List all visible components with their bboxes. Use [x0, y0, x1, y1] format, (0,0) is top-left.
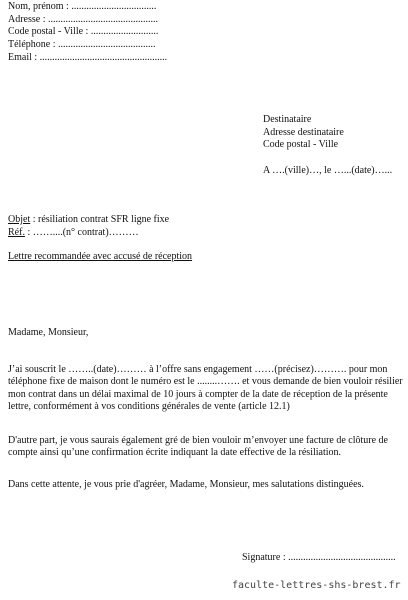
sender-email-field: Email : ...................................................	[8, 51, 168, 63]
reference-label: Réf.	[8, 227, 25, 238]
paragraph-request: J’ai souscrit le ……..(date)……… à l’offre sans engagement ……(précisez)………. pour mon téléphone fixe de maison dont le numéro est le ........……. et vous demande de bien vouloir résilier mon contrat dans un délai maximal de 10 jours à compter de la date de réception de la présente lettre, conformément à vos conditions générales de vente (article 12.1)	[8, 364, 403, 413]
sender-block	[8, 1, 167, 65]
reference-line	[8, 227, 139, 239]
registered-mail-notice: Lettre recommandée avec accusé de réception	[8, 251, 193, 262]
recipient-block	[263, 114, 344, 152]
subject-label: Objet	[8, 214, 31, 225]
recipient-postal: Code postal - Ville	[263, 139, 339, 151]
signature-line: Signature : ...........................................	[242, 552, 396, 563]
subject-text: : résiliation contrat SFR ligne fixe	[30, 214, 170, 225]
sender-phone-field: Téléphone : .......................................	[8, 39, 156, 51]
source-watermark: faculte-lettres-shs-brest.fr	[232, 580, 401, 591]
salutation: Madame, Monsieur,	[8, 327, 89, 338]
sender-address-field: Adresse : ............................................	[8, 13, 158, 25]
paragraph-closing-invoice: D'autre part, je vous saurais également gré de bien vouloir m’envoyer une facture de clôture de compte ainsi qu’une confirmation écrite indiquant la date effective de la résiliation.	[8, 435, 388, 459]
sender-name-field: Nom, prénom : ..................................	[8, 1, 157, 12]
paragraph-greetings: Dans cette attente, je vous prie d'agréer, Madame, Monsieur, mes salutations distinguées.	[8, 479, 364, 490]
place-date-line: A ….(ville)…, le …...(date)…...	[263, 165, 393, 176]
sender-postal-field: Code postal - Ville : ...........................	[8, 26, 159, 38]
recipient-name: Destinataire	[263, 114, 312, 125]
subject-line	[8, 214, 169, 226]
reference-text: : ……....(n° contrat)………	[24, 227, 139, 238]
recipient-address: Adresse destinataire	[263, 126, 344, 138]
